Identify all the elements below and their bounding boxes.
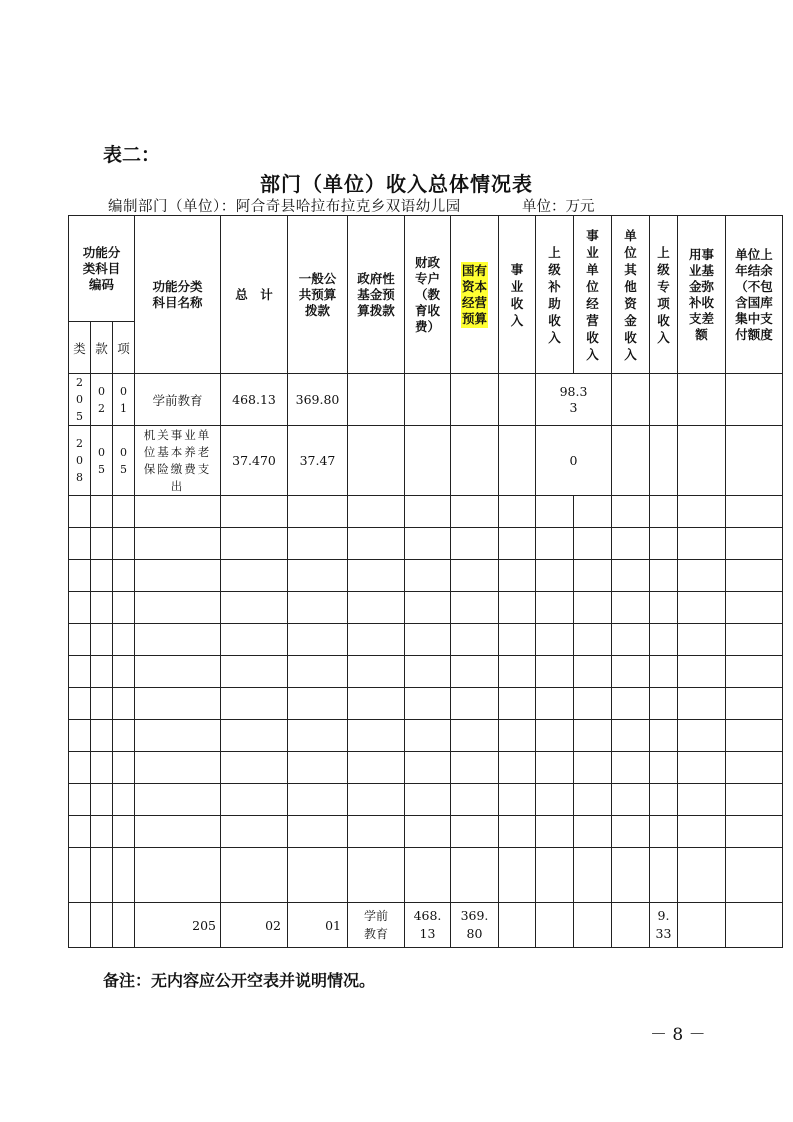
footnote: 备注：无内容应公开空表并说明情况。 xyxy=(103,971,376,990)
cell-empty xyxy=(499,374,536,426)
cell-total: 468.13 xyxy=(221,374,288,426)
header-operating-income: 事业单位经营收入 xyxy=(574,216,612,374)
cell-empty xyxy=(612,903,650,948)
document-title: 部门（单位）收入总体情况表 xyxy=(260,172,533,196)
empty-row xyxy=(69,848,783,903)
empty-row xyxy=(69,816,783,848)
cell-superior-subsidy: 98.33 xyxy=(536,374,612,426)
cell-empty xyxy=(91,903,113,948)
cell-total: 468.13 xyxy=(405,903,451,948)
cell-xiang: 01 xyxy=(113,374,135,426)
cell-code-b: 02 xyxy=(221,903,288,948)
table-row xyxy=(69,426,783,496)
table-label: 表二： xyxy=(103,144,161,166)
cell-empty xyxy=(451,426,499,496)
cell-empty xyxy=(69,903,91,948)
cell-empty xyxy=(574,903,612,948)
cell-empty xyxy=(650,374,678,426)
empty-row xyxy=(69,560,783,592)
cell-name: 机关事业单位基本养老保险缴费支出 xyxy=(135,426,221,496)
empty-row xyxy=(69,528,783,560)
cell-general: 369.80 xyxy=(451,903,499,948)
header-name: 功能分类科目名称 xyxy=(135,216,221,374)
cell-empty xyxy=(726,374,783,426)
header-fiscal-special: 财政专户（教育收费） xyxy=(405,216,451,374)
cell-general: 369.80 xyxy=(288,374,348,426)
empty-row xyxy=(69,592,783,624)
table-row-last xyxy=(69,903,783,948)
department-line: 编制部门（单位）：阿合奇县哈拉布拉克乡双语幼儿园 xyxy=(108,199,461,215)
header-superior-special: 上级专项收入 xyxy=(650,216,678,374)
cell-empty xyxy=(726,903,783,948)
empty-row xyxy=(69,624,783,656)
header-state-capital: 国有资本经营预算 xyxy=(451,216,499,374)
header-gov-fund: 政府性基金预算拨款 xyxy=(348,216,405,374)
table-row xyxy=(69,374,783,426)
empty-row xyxy=(69,720,783,752)
empty-row xyxy=(69,784,783,816)
page-number: － 8 － xyxy=(650,1025,706,1045)
header-fund-makeup: 用事业基金弥补收支差额 xyxy=(678,216,726,374)
header-prior-balance: 单位上年结余（不包含国库集中支付额度 xyxy=(726,216,783,374)
header-kuan: 款 xyxy=(91,322,113,374)
header-general-budget: 一般公共预算拨款 xyxy=(288,216,348,374)
header-total: 总 计 xyxy=(221,216,288,374)
cell-empty xyxy=(536,903,574,948)
cell-empty xyxy=(726,426,783,496)
header-other-income: 单位其他资金收入 xyxy=(612,216,650,374)
cell-kuan: 05 xyxy=(91,426,113,496)
empty-row xyxy=(69,688,783,720)
cell-xiang: 05 xyxy=(113,426,135,496)
cell-name: 学前教育 xyxy=(135,374,221,426)
cell-empty xyxy=(405,426,451,496)
cell-kuan: 02 xyxy=(91,374,113,426)
cell-name: 学前教育 xyxy=(348,903,405,948)
cell-empty xyxy=(499,426,536,496)
cell-empty xyxy=(348,374,405,426)
cell-empty xyxy=(499,903,536,948)
cell-lei: 205 xyxy=(69,374,91,426)
header-code-group: 功能分类科目编码 xyxy=(69,216,135,322)
header-business-income: 事业收入 xyxy=(499,216,536,374)
cell-empty xyxy=(405,374,451,426)
header-lei: 类 xyxy=(69,322,91,374)
cell-empty xyxy=(113,903,135,948)
cell-code-a: 205 xyxy=(135,903,221,948)
cell-empty xyxy=(650,426,678,496)
cell-lei: 208 xyxy=(69,426,91,496)
cell-superior-subsidy: 0 xyxy=(536,426,612,496)
cell-empty xyxy=(678,903,726,948)
cell-total: 37.470 xyxy=(221,426,288,496)
header-row-1 xyxy=(69,216,783,322)
empty-row xyxy=(69,656,783,688)
cell-empty xyxy=(612,426,650,496)
header-xiang: 项 xyxy=(113,322,135,374)
income-summary-table xyxy=(68,215,783,948)
cell-empty xyxy=(678,426,726,496)
cell-general: 37.47 xyxy=(288,426,348,496)
header-superior-subsidy: 上级补助收入 xyxy=(536,216,574,374)
cell-empty xyxy=(348,426,405,496)
empty-row xyxy=(69,496,783,528)
cell-code-c: 01 xyxy=(288,903,348,948)
cell-special: 9.33 xyxy=(650,903,678,948)
cell-empty xyxy=(612,374,650,426)
unit-label: 单位：万元 xyxy=(522,199,595,215)
empty-row xyxy=(69,752,783,784)
cell-empty xyxy=(678,374,726,426)
cell-empty xyxy=(451,374,499,426)
